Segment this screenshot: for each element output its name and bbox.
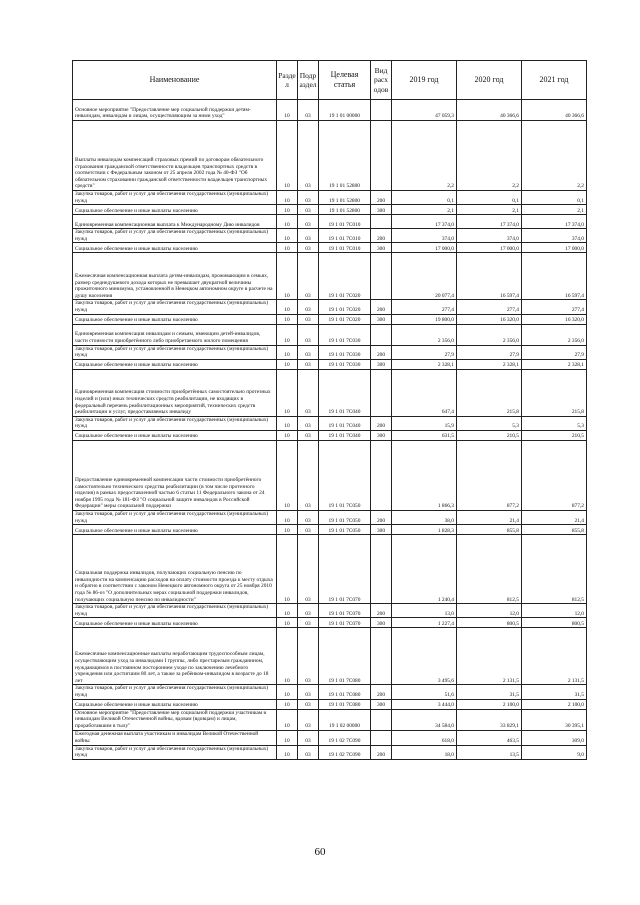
table-body xyxy=(73,100,587,760)
row-value-2019: 1 828,3 xyxy=(392,525,457,535)
row-value-2019: 18,0 xyxy=(392,745,457,759)
row-section: 10 xyxy=(277,345,298,359)
header-target: Целевая статья xyxy=(319,61,371,100)
row-value-2019: 3 495,6 xyxy=(392,628,457,685)
row-section: 10 xyxy=(277,215,298,229)
table-row xyxy=(73,416,587,430)
row-section: 10 xyxy=(277,191,298,205)
row-value-2020: 5,3 xyxy=(457,416,522,430)
row-value-2021: 12,0 xyxy=(522,604,587,618)
row-value-2020: 0,1 xyxy=(457,191,522,205)
row-target: 19 1 01 7С020 xyxy=(319,253,371,300)
row-name: Единовременная компенсация стоимости приобретённых самостоятельно протезных изделий и (или) иных технических средств реабилитации, не входящих в федеральный перечень реабилитационных мероприятий, технических средств реабилитации и услуг, предоставляемых инвалиду xyxy=(73,369,277,416)
row-value-2020: 27,9 xyxy=(457,345,522,359)
table-row xyxy=(73,345,587,359)
row-value-2021: 210,5 xyxy=(522,430,587,440)
row-subsection: 03 xyxy=(298,300,319,314)
row-value-2019: 47 059,3 xyxy=(392,100,457,121)
row-name: Закупка товаров, работ и услуг для обеспечения государственных (муниципальных) нужд xyxy=(73,685,277,699)
row-target: 19 1 02 7С090 xyxy=(319,745,371,759)
row-subsection: 03 xyxy=(298,253,319,300)
row-value-2019: 2 328,1 xyxy=(392,359,457,369)
row-target: 19 1 01 7С040 xyxy=(319,416,371,430)
row-section: 10 xyxy=(277,440,298,510)
row-value-2020: 17 374,0 xyxy=(457,215,522,229)
row-value-2020: 16 320,0 xyxy=(457,314,522,324)
row-value-2019: 1 866,3 xyxy=(392,440,457,510)
row-value-2021: 812,5 xyxy=(522,535,587,604)
table-row xyxy=(73,510,587,524)
row-subsection: 03 xyxy=(298,100,319,121)
row-value-2020: 31,5 xyxy=(457,685,522,699)
row-value-2019: 20 077,4 xyxy=(392,253,457,300)
row-target: 19 1 01 7С050 xyxy=(319,440,371,510)
row-target: 19 1 01 7С010 xyxy=(319,229,371,243)
header-2020: 2020 год xyxy=(457,61,522,100)
row-subsection: 03 xyxy=(298,121,319,191)
row-value-2021: 877,2 xyxy=(522,440,587,510)
row-value-2021: 800,5 xyxy=(522,618,587,628)
row-target: 19 1 01 7С080 xyxy=(319,699,371,709)
row-target: 19 1 01 7С070 xyxy=(319,535,371,604)
row-subsection: 03 xyxy=(298,628,319,685)
row-name: Единовременная компенсация инвалидам и семьям, имеющим детей-инвалидов, части стоимости приобретённого либо приобретаемого жилого помещения xyxy=(73,324,277,345)
row-name: Предоставление единовременной компенсации части стоимости приобретённого самостоятельно технического средства реабилитации (в том числе протезного изделия) в рамках предоставленной частью 6 статьи 11 Федерального закона от 24 ноября 1995 года № 181-ФЗ "О социальной защите инвалидов в Российской Федерации" меры социальной поддержки xyxy=(73,440,277,510)
row-name: Единовременная компенсационная выплата к Международному Дню инвалидов xyxy=(73,215,277,229)
row-value-2020: 800,5 xyxy=(457,618,522,628)
row-name: Социальное обеспечение и иные выплаты населению xyxy=(73,618,277,628)
row-value-2019: 277,4 xyxy=(392,300,457,314)
table-row xyxy=(73,324,587,345)
row-name: Закупка товаров, работ и услуг для обеспечения государственных (муниципальных) нужд xyxy=(73,345,277,359)
row-value-2019: 2 356,0 xyxy=(392,324,457,345)
table-row xyxy=(73,369,587,416)
row-subsection: 03 xyxy=(298,191,319,205)
table-row xyxy=(73,243,587,253)
row-value-2019: 51,6 xyxy=(392,685,457,699)
row-name: Социальное обеспечение и иные выплаты населению xyxy=(73,699,277,709)
row-value-2020: 13,5 xyxy=(457,745,522,759)
table-row xyxy=(73,730,587,745)
table-row xyxy=(73,253,587,300)
row-section: 10 xyxy=(277,229,298,243)
table-row xyxy=(73,525,587,535)
row-expense-type xyxy=(371,100,392,121)
table-row xyxy=(73,229,587,243)
row-name: Ежемесячные компенсационные выплаты неработающим трудоспособным лицам, осуществляющим уход за инвалидами I группы, либо престарелым гражданином, нуждающимся в постоянном постороннем уходе по заключению лечебного учреждения или достигшим 80 лет, а также за ребёнком-инвалидом в возрасте до 18 лет xyxy=(73,628,277,685)
table-row xyxy=(73,628,587,685)
header-2021: 2021 год xyxy=(522,61,587,100)
row-value-2020: 374,0 xyxy=(457,229,522,243)
row-value-2021: 0,1 xyxy=(522,191,587,205)
row-value-2019: 19 800,0 xyxy=(392,314,457,324)
header-section: Разде л xyxy=(277,61,298,100)
row-target: 19 1 01 7С070 xyxy=(319,618,371,628)
budget-table xyxy=(72,60,587,760)
row-subsection: 03 xyxy=(298,416,319,430)
row-value-2020: 2 328,1 xyxy=(457,359,522,369)
row-target: 19 1 02 00000 xyxy=(319,709,371,730)
header-row xyxy=(73,61,587,100)
row-target: 19 1 01 52800 xyxy=(319,191,371,205)
row-name: Основное мероприятие "Предоставление мер социальной поддержки участникам и инвалидам Великой Отечественной войны, вдовам (вдовцам) и лицам, проработавшим в тылу" xyxy=(73,709,277,730)
row-section: 10 xyxy=(277,618,298,628)
row-subsection: 03 xyxy=(298,745,319,759)
row-section: 10 xyxy=(277,359,298,369)
table-row xyxy=(73,359,587,369)
row-value-2019: 631,5 xyxy=(392,430,457,440)
row-target: 19 1 01 7С050 xyxy=(319,525,371,535)
row-section: 10 xyxy=(277,243,298,253)
row-expense-type xyxy=(371,440,392,510)
row-name: Закупка товаров, работ и услуг для обеспечения государственных (муниципальных) нужд xyxy=(73,745,277,759)
row-target: 19 1 01 7С080 xyxy=(319,628,371,685)
row-expense-type: 200 xyxy=(371,300,392,314)
row-name: Закупка товаров, работ и услуг для обеспечения государственных (муниципальных) нужд xyxy=(73,191,277,205)
row-target: 19 1 01 00000 xyxy=(319,100,371,121)
row-value-2021: 16 597,4 xyxy=(522,253,587,300)
row-value-2019: 0,1 xyxy=(392,191,457,205)
row-name: Выплаты инвалидам компенсаций страховых премий по договорам обязательного страхования гражданской ответственности владельцев транспортных средств в соответствии с Федеральным законом от 25 апреля 2002 года № 40-ФЗ "Об обязательном страховании гражданской ответственности владельцев транспортных средств" xyxy=(73,121,277,191)
row-name: Основное мероприятие "Предоставление мер социальной поддержки детям-инвалидам, инвалидам и лицам, осуществляющим за ними уход" xyxy=(73,100,277,121)
row-section: 10 xyxy=(277,205,298,215)
row-value-2019: 17 000,0 xyxy=(392,243,457,253)
row-value-2021: 31,5 xyxy=(522,685,587,699)
row-section: 10 xyxy=(277,121,298,191)
table-row xyxy=(73,121,587,191)
row-value-2020: 12,0 xyxy=(457,604,522,618)
row-value-2021: 30 395,1 xyxy=(522,709,587,730)
row-value-2021: 2 131,5 xyxy=(522,628,587,685)
row-target: 19 1 01 7С050 xyxy=(319,510,371,524)
row-subsection: 03 xyxy=(298,604,319,618)
row-value-2019: 15,9 xyxy=(392,416,457,430)
row-section: 10 xyxy=(277,535,298,604)
header-2019: 2019 год xyxy=(392,61,457,100)
row-value-2020: 855,8 xyxy=(457,525,522,535)
header-name: Наименование xyxy=(73,61,277,100)
row-value-2020: 277,4 xyxy=(457,300,522,314)
row-section: 10 xyxy=(277,745,298,759)
table-row xyxy=(73,215,587,229)
row-subsection: 03 xyxy=(298,618,319,628)
row-name: Закупка товаров, работ и услуг для обеспечения государственных (муниципальных) нужд xyxy=(73,604,277,618)
page-number: 60 xyxy=(314,846,326,858)
row-section: 10 xyxy=(277,730,298,745)
row-value-2020: 2 131,5 xyxy=(457,628,522,685)
row-value-2021: 17 374,0 xyxy=(522,215,587,229)
row-target: 19 1 01 52800 xyxy=(319,205,371,215)
row-name: Закупка товаров, работ и услуг для обеспечения государственных (муниципальных) нужд xyxy=(73,229,277,243)
row-subsection: 03 xyxy=(298,369,319,416)
row-expense-type: 200 xyxy=(371,685,392,699)
row-expense-type: 200 xyxy=(371,345,392,359)
row-subsection: 03 xyxy=(298,205,319,215)
row-section: 10 xyxy=(277,300,298,314)
row-name: Ежегодная денежная выплата участникам и инвалидам Великой Отечественной войны xyxy=(73,730,277,745)
row-value-2021: 17 000,0 xyxy=(522,243,587,253)
row-target: 19 1 01 7С040 xyxy=(319,430,371,440)
row-value-2019: 17 374,0 xyxy=(392,215,457,229)
row-value-2019: 34 584,0 xyxy=(392,709,457,730)
row-expense-type: 300 xyxy=(371,359,392,369)
row-name: Закупка товаров, работ и услуг для обеспечения государственных (муниципальных) нужд xyxy=(73,416,277,430)
row-value-2019: 2,1 xyxy=(392,205,457,215)
header-subsection: Подр аздел xyxy=(298,61,319,100)
row-value-2020: 210,5 xyxy=(457,430,522,440)
row-expense-type: 200 xyxy=(371,510,392,524)
row-name: Ежемесячная компенсационная выплата детям-инвалидам, проживающим в семьях, размер среднедушевого дохода которых не превышает двукратной величины прожиточного минимума, установленной в Ненецком автономном округе в расчете на душу населения xyxy=(73,253,277,300)
row-expense-type: 300 xyxy=(371,618,392,628)
row-expense-type xyxy=(371,730,392,745)
row-name: Социальное обеспечение и иные выплаты населению xyxy=(73,243,277,253)
row-value-2021: 277,4 xyxy=(522,300,587,314)
row-value-2019: 1 240,4 xyxy=(392,535,457,604)
row-expense-type xyxy=(371,369,392,416)
row-expense-type: 300 xyxy=(371,314,392,324)
row-subsection: 03 xyxy=(298,324,319,345)
table-row xyxy=(73,440,587,510)
row-target: 19 1 01 7С030 xyxy=(319,324,371,345)
row-subsection: 03 xyxy=(298,709,319,730)
row-name: Социальное обеспечение и иные выплаты населению xyxy=(73,359,277,369)
row-expense-type xyxy=(371,709,392,730)
row-target: 19 1 02 7С090 xyxy=(319,730,371,745)
row-section: 10 xyxy=(277,416,298,430)
row-expense-type: 200 xyxy=(371,229,392,243)
row-value-2021: 374,0 xyxy=(522,229,587,243)
row-value-2019: 374,0 xyxy=(392,229,457,243)
row-section: 10 xyxy=(277,369,298,416)
row-subsection: 03 xyxy=(298,535,319,604)
row-name: Социальное обеспечение и иные выплаты населению xyxy=(73,314,277,324)
row-value-2020: 2 356,0 xyxy=(457,324,522,345)
row-value-2020: 2,1 xyxy=(457,205,522,215)
table-row xyxy=(73,535,587,604)
row-target: 19 1 01 7С070 xyxy=(319,604,371,618)
row-name: Закупка товаров, работ и услуг для обеспечения государственных (муниципальных) нужд xyxy=(73,510,277,524)
row-section: 10 xyxy=(277,709,298,730)
row-expense-type xyxy=(371,535,392,604)
row-subsection: 03 xyxy=(298,699,319,709)
row-expense-type xyxy=(371,628,392,685)
table-row xyxy=(73,100,587,121)
row-section: 10 xyxy=(277,100,298,121)
row-value-2020: 33 829,1 xyxy=(457,709,522,730)
row-section: 10 xyxy=(277,510,298,524)
table-row xyxy=(73,430,587,440)
row-value-2021: 2,1 xyxy=(522,205,587,215)
row-expense-type: 200 xyxy=(371,745,392,759)
row-target: 19 1 01 7С030 xyxy=(319,359,371,369)
row-value-2020: 21,4 xyxy=(457,510,522,524)
row-section: 10 xyxy=(277,628,298,685)
row-value-2019: 13,0 xyxy=(392,604,457,618)
table-row xyxy=(73,300,587,314)
table-row xyxy=(73,618,587,628)
row-subsection: 03 xyxy=(298,229,319,243)
row-value-2021: 2 328,1 xyxy=(522,359,587,369)
row-section: 10 xyxy=(277,604,298,618)
row-name: Социальное обеспечение и иные выплаты населению xyxy=(73,525,277,535)
row-expense-type: 300 xyxy=(371,243,392,253)
row-name: Социальная поддержка инвалидов, получающих социальную пенсию по инвалидности на компенсацию расходов на оплату стоимости проезда к месту отдыха и обратно в соответствии с законом Ненецкого автономного округа от 25 ноября 2010 года № 86-оз "О дополнительных мерах социальной поддержки инвалидов, получающих социальную пенсию по инвалидности" xyxy=(73,535,277,604)
row-value-2020: 215,8 xyxy=(457,369,522,416)
row-value-2021: 309,0 xyxy=(522,730,587,745)
row-value-2019: 38,0 xyxy=(392,510,457,524)
row-target: 19 1 01 7С030 xyxy=(319,345,371,359)
row-expense-type xyxy=(371,121,392,191)
row-value-2020: 463,5 xyxy=(457,730,522,745)
row-expense-type xyxy=(371,324,392,345)
row-section: 10 xyxy=(277,525,298,535)
row-value-2021: 5,3 xyxy=(522,416,587,430)
row-expense-type xyxy=(371,253,392,300)
row-section: 10 xyxy=(277,699,298,709)
table-row xyxy=(73,699,587,709)
row-section: 10 xyxy=(277,314,298,324)
row-value-2021: 21,4 xyxy=(522,510,587,524)
row-target: 19 1 01 7С020 xyxy=(319,314,371,324)
row-subsection: 03 xyxy=(298,345,319,359)
row-subsection: 03 xyxy=(298,215,319,229)
row-value-2020: 40 366,6 xyxy=(457,100,522,121)
row-value-2019: 3 444,0 xyxy=(392,699,457,709)
row-target: 19 1 01 52800 xyxy=(319,121,371,191)
row-subsection: 03 xyxy=(298,685,319,699)
table-row xyxy=(73,191,587,205)
row-subsection: 03 xyxy=(298,359,319,369)
row-name: Социальное обеспечение и иные выплаты населению xyxy=(73,205,277,215)
row-value-2021: 9,0 xyxy=(522,745,587,759)
row-value-2020: 877,2 xyxy=(457,440,522,510)
table-row xyxy=(73,745,587,759)
row-value-2021: 40 366,6 xyxy=(522,100,587,121)
row-subsection: 03 xyxy=(298,510,319,524)
row-expense-type: 300 xyxy=(371,205,392,215)
row-value-2021: 27,9 xyxy=(522,345,587,359)
row-value-2019: 27,9 xyxy=(392,345,457,359)
table-row xyxy=(73,685,587,699)
row-expense-type: 200 xyxy=(371,191,392,205)
row-target: 19 1 01 7С020 xyxy=(319,300,371,314)
row-expense-type: 300 xyxy=(371,430,392,440)
row-value-2021: 16 320,0 xyxy=(522,314,587,324)
table-row xyxy=(73,314,587,324)
header-expense-type: Вид расх одов xyxy=(371,61,392,100)
row-expense-type: 300 xyxy=(371,699,392,709)
row-subsection: 03 xyxy=(298,525,319,535)
row-subsection: 03 xyxy=(298,243,319,253)
row-value-2019: 647,4 xyxy=(392,369,457,416)
row-value-2021: 2 100,0 xyxy=(522,699,587,709)
row-section: 10 xyxy=(277,253,298,300)
row-name: Социальное обеспечение и иные выплаты населению xyxy=(73,430,277,440)
row-target: 19 1 01 7С040 xyxy=(319,369,371,416)
table-row xyxy=(73,205,587,215)
row-subsection: 03 xyxy=(298,430,319,440)
row-value-2020: 2 100,0 xyxy=(457,699,522,709)
row-expense-type: 200 xyxy=(371,416,392,430)
row-expense-type: 300 xyxy=(371,525,392,535)
row-subsection: 03 xyxy=(298,314,319,324)
row-section: 10 xyxy=(277,430,298,440)
row-value-2019: 2,2 xyxy=(392,121,457,191)
row-section: 10 xyxy=(277,324,298,345)
row-target: 19 1 01 7С010 xyxy=(319,243,371,253)
row-expense-type xyxy=(371,215,392,229)
row-value-2020: 16 597,4 xyxy=(457,253,522,300)
row-value-2021: 215,8 xyxy=(522,369,587,416)
row-value-2020: 812,5 xyxy=(457,535,522,604)
row-value-2021: 2,2 xyxy=(522,121,587,191)
row-expense-type: 200 xyxy=(371,604,392,618)
row-target: 19 1 01 7С080 xyxy=(319,685,371,699)
table-row xyxy=(73,709,587,730)
row-value-2021: 855,8 xyxy=(522,525,587,535)
row-value-2020: 17 000,0 xyxy=(457,243,522,253)
row-target: 19 1 01 7С010 xyxy=(319,215,371,229)
row-name: Закупка товаров, работ и услуг для обеспечения государственных (муниципальных) нужд xyxy=(73,300,277,314)
row-subsection: 03 xyxy=(298,730,319,745)
row-subsection: 03 xyxy=(298,440,319,510)
row-value-2021: 2 356,0 xyxy=(522,324,587,345)
table-row xyxy=(73,604,587,618)
row-value-2019: 1 227,4 xyxy=(392,618,457,628)
row-value-2019: 618,0 xyxy=(392,730,457,745)
row-value-2020: 2,2 xyxy=(457,121,522,191)
row-section: 10 xyxy=(277,685,298,699)
